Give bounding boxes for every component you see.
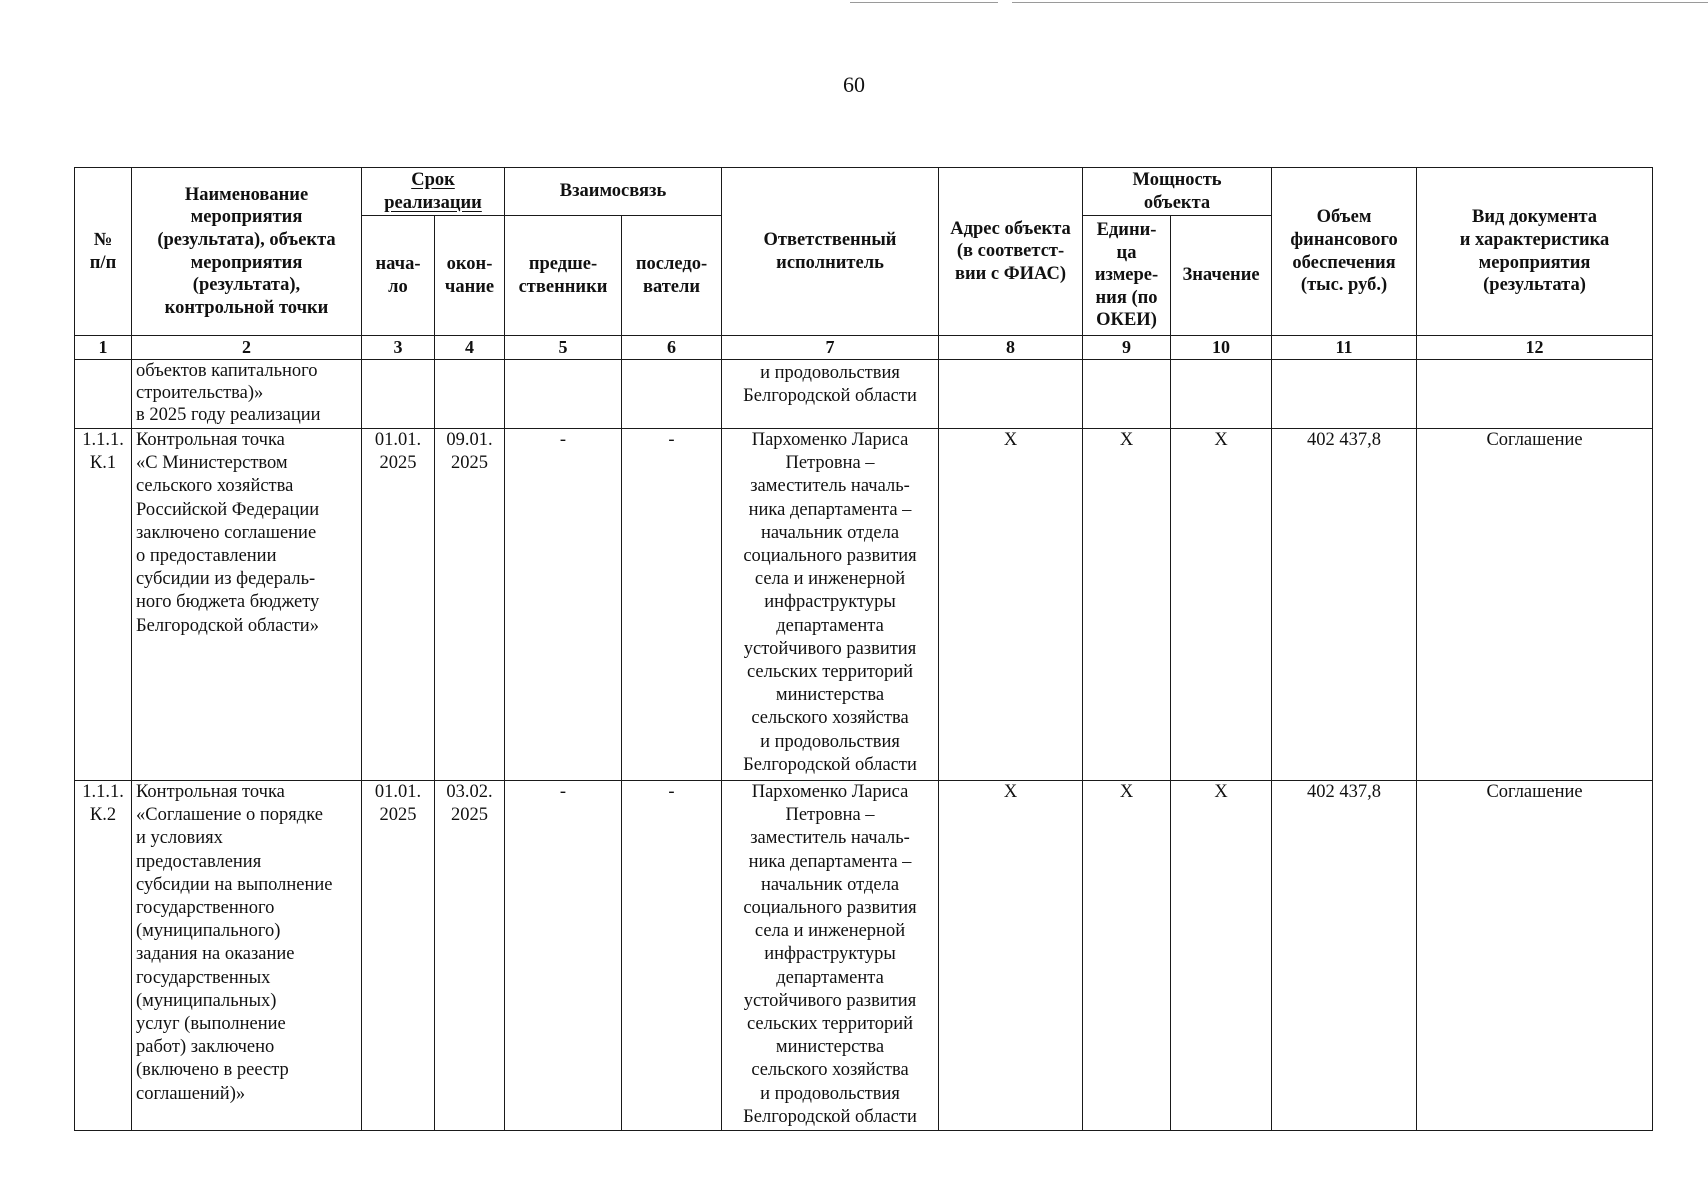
cell-document xyxy=(1417,360,1653,429)
column-number: 1 xyxy=(75,336,132,360)
table-row xyxy=(75,781,1653,1131)
header-relation-successors: последо- ватели xyxy=(622,216,722,336)
cell-name: Контрольная точка «С Министерством сельского хозяйства Российской Федерации заключено соглашение о предоставлении субсидии из федераль- ного бюджета бюджету Белгородской области» xyxy=(132,429,362,781)
column-number: 7 xyxy=(722,336,939,360)
cell-value: X xyxy=(1171,781,1272,1131)
column-number: 5 xyxy=(505,336,622,360)
cell-unit: X xyxy=(1083,781,1171,1131)
cell-document: Соглашение xyxy=(1417,781,1653,1131)
table-row xyxy=(75,429,1653,781)
header-capacity-value: Значение xyxy=(1171,216,1272,336)
cell-number: 1.1.1. К.2 xyxy=(75,781,132,1131)
cell-number xyxy=(75,360,132,429)
cell-value xyxy=(1171,360,1272,429)
header-capacity-unit: Едини- ца измере- ния (по ОКЕИ) xyxy=(1083,216,1171,336)
cell-number: 1.1.1. К.1 xyxy=(75,429,132,781)
header-relation: Взаимосвязь xyxy=(505,168,722,216)
column-number: 2 xyxy=(132,336,362,360)
cell-funding: 402 437,8 xyxy=(1272,429,1417,781)
cell-address: X xyxy=(939,781,1083,1131)
cell-predecessors: - xyxy=(505,781,622,1131)
cell-start: 01.01. 2025 xyxy=(362,429,435,781)
column-number-row xyxy=(75,336,1653,360)
header-period-end: окон- чание xyxy=(435,216,505,336)
cell-unit: X xyxy=(1083,429,1171,781)
cell-address: X xyxy=(939,429,1083,781)
header-address: Адрес объекта (в соответст- вии с ФИАС) xyxy=(939,168,1083,336)
cell-funding: 402 437,8 xyxy=(1272,781,1417,1131)
cell-start: 01.01. 2025 xyxy=(362,781,435,1131)
top-border-line-right xyxy=(1012,2,1708,3)
cell-funding xyxy=(1272,360,1417,429)
column-number: 11 xyxy=(1272,336,1417,360)
cell-name: Контрольная точка «Соглашение о порядке и условиях предоставления субсидии на выполнение государственного (муниципального) задания на оказание государственных (муниципальных) услуг (выполнение работ) заключено (включено в реестр соглашений)» xyxy=(132,781,362,1131)
page-number: 60 xyxy=(843,72,865,97)
header-executor: Ответственный исполнитель xyxy=(722,168,939,336)
cell-end: 09.01. 2025 xyxy=(435,429,505,781)
cell-end: 03.02. 2025 xyxy=(435,781,505,1131)
cell-start xyxy=(362,360,435,429)
top-border-line-left xyxy=(850,2,998,3)
header-period: Срок реализации xyxy=(362,168,505,216)
header-row-top xyxy=(75,168,1653,216)
cell-predecessors xyxy=(505,360,622,429)
column-number: 9 xyxy=(1083,336,1171,360)
header-period-start: нача- ло xyxy=(362,216,435,336)
cell-executor: Пархоменко Лариса Петровна – заместитель началь- ника департамента – начальник отдела социального развития села и инженерной инфраструктуры департамента устойчивого развития сельских территорий министерства сельского хозяйства и продовольствия Белгородской области xyxy=(722,429,939,781)
cell-address xyxy=(939,360,1083,429)
column-number: 6 xyxy=(622,336,722,360)
cell-end xyxy=(435,360,505,429)
cell-document: Соглашение xyxy=(1417,429,1653,781)
column-number: 10 xyxy=(1171,336,1272,360)
cell-unit xyxy=(1083,360,1171,429)
column-number: 12 xyxy=(1417,336,1653,360)
cell-predecessors: - xyxy=(505,429,622,781)
cell-successors: - xyxy=(622,781,722,1131)
column-number: 8 xyxy=(939,336,1083,360)
column-number: 4 xyxy=(435,336,505,360)
cell-name: объектов капитального строительства)» в 2025 году реализации xyxy=(132,360,362,429)
cell-executor: Пархоменко Лариса Петровна – заместитель началь- ника департамента – начальник отдела социального развития села и инженерной инфраструктуры департамента устойчивого развития сельских территорий министерства сельского хозяйства и продовольствия Белгородской области xyxy=(722,781,939,1131)
cell-successors xyxy=(622,360,722,429)
header-document: Вид документа и характеристика мероприятия (результата) xyxy=(1417,168,1653,336)
cell-value: X xyxy=(1171,429,1272,781)
header-funding: Объем финансового обеспечения (тыс. руб.) xyxy=(1272,168,1417,336)
implementation-plan-table xyxy=(74,167,1653,1131)
column-number: 3 xyxy=(362,336,435,360)
header-relation-predecessors: предше- ственники xyxy=(505,216,622,336)
table-row-continuation xyxy=(75,360,1653,429)
header-number: № п/п xyxy=(75,168,132,336)
header-capacity: Мощность объекта xyxy=(1083,168,1272,216)
cell-executor: и продовольствия Белгородской области xyxy=(722,360,939,429)
cell-successors: - xyxy=(622,429,722,781)
header-name: Наименование мероприятия (результата), объекта мероприятия (результата), контрольной точки xyxy=(132,168,362,336)
